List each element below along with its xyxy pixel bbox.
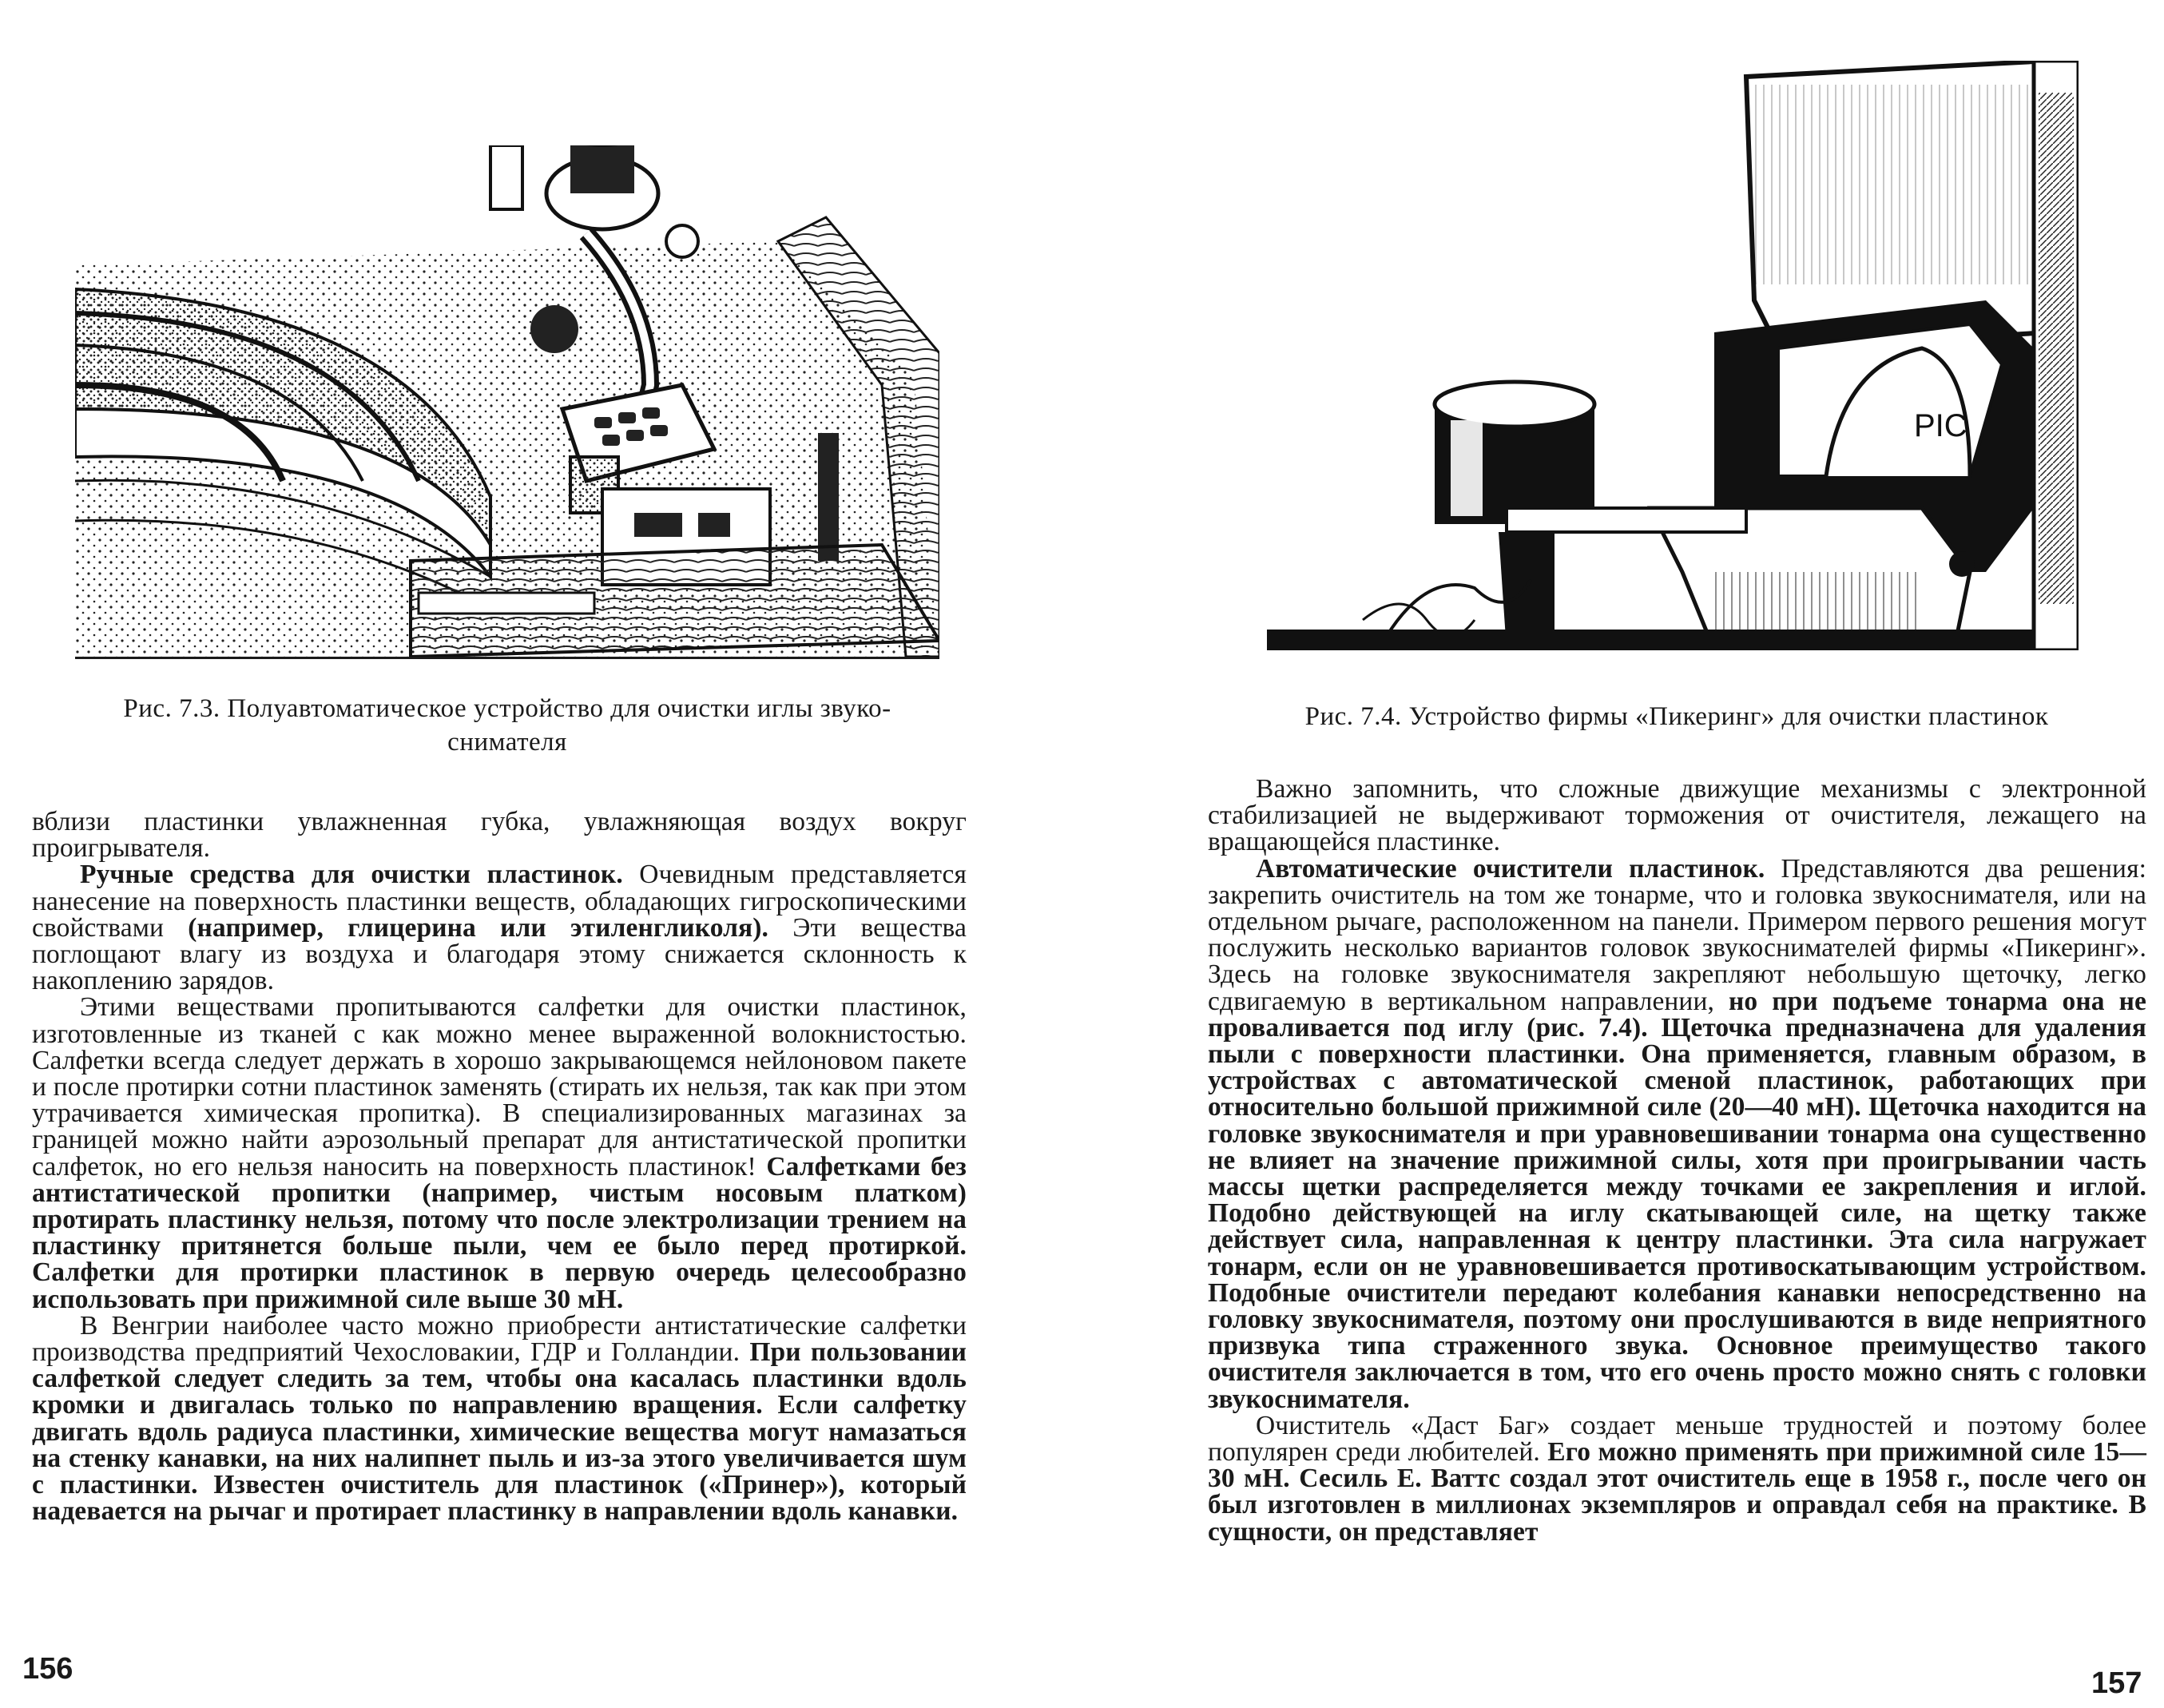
paragraph-text: Этими веществами пропитываются салфетки для очистки пластинок, изготовленные из тканей с как можно менее выраженной волокнистостью. Салфетки всегда следует держать в хорошо закрывающемся нейлоновом пакете и после протирки сотни пластинок заменять (стирать их нельзя, так как при этом утрачивается химическая пропитка). В специализированных магазинах за границей можно найти аэрозольный препарат для антистатической пропитки салфеток, но его нельзя наносить на поверхность пластинок!	[32, 992, 967, 1182]
pickering-cleaner-illustration	[1267, 61, 2079, 650]
paragraph-text-bold: При пользовании салфеткой следует следить за тем, чтобы она касалась пластинки вдоль кромки и двигалась только по направлению вращения. Если салфетку двигать вдоль радиуса пластинки, химические вещества могут намазаться на стенку канавки, на них налипнет пыль и из-за этого увеличивается шум с пластинки. Известен очиститель для пластинок («Принер»), который надевается на рычаг и протирает пластинку в направлении вдоль канавки.	[32, 1337, 967, 1527]
paragraph-text: Представляются два решения: закрепить очиститель на том же тонарме, что и головка звукоснимателя, или на отдельном рычаге, расположенном на панели. Примером первого решения могут послужить несколько вариантов головок звукоснимателей фирмы «Пикеринг». Здесь на головке звукоснимателя закрепляют небольшую щеточку, легко сдвигаемую в вертикальном направлении,	[1208, 853, 2146, 1016]
paragraph-text: Важно запомнить, что сложные движущие механизмы с электронной стабилизацией не выдерживают торможения от очистителя, лежащего на вращающейся пластинке.	[1208, 774, 2146, 857]
figure-7-4	[1267, 61, 2079, 650]
figure-caption-7-4: Рис. 7.4. Устройство фирмы «Пикеринг» для очистки пластинок	[1304, 702, 2049, 731]
page-number: 156	[22, 1652, 73, 1686]
paragraph-text: Очиститель «Даст Баг» создает меньше трудностей и поэтому более популярен среди любителей.	[1208, 1410, 2146, 1468]
caption-line: снимателя	[447, 728, 567, 757]
paragraph-text-bold: (например, глицерина или этиленгликоля).	[188, 912, 768, 943]
paragraph	[32, 1310, 967, 1527]
section-heading: Автоматические очистители пластинок.	[1256, 853, 1765, 884]
paragraph-text: вблизи пластинки увлажненная губка, увлажняющая воздух вокруг проигрывателя.	[32, 807, 967, 864]
caption-line: Рис. 7.3. Полуавтоматическое устройство для очистки иглы звуко-	[123, 694, 891, 723]
paragraph-text-bold: Салфетками без антистатической пропитки (например, чистым носовым платком) протирать пластинку нельзя, потому что после электролизации трением на пластинку притянется больше пыли, чем ее было перед протиркой. Салфетки для протирки пластинок в первую очередь целесообразно использовать при прижимной силе выше 30 мН.	[32, 1151, 967, 1314]
paragraph	[1208, 1412, 2146, 1545]
paragraph-text: Эти вещества поглощают влагу из воздуха и благодаря этому снижается склонность к накоплению зарядов.	[32, 912, 967, 996]
turntable-illustration	[75, 145, 939, 657]
paragraph-text-bold: но при подъеме тонарма она не проваливается под иглу (рис. 7.4). Щеточка предназначена для удаления пыли с поверхности пластинки. Она применяется, главным образом, в устройствах с автоматической сменой пластинок, работающих при относительно большой прижимной силе (20—40 мН). Щеточка находится на головке звукоснимателя и при уравновешивании тонарма она существенно не влияет на значение прижимной силы, хотя при проигрывании часть массы щетки распределяется между точками ее закрепления и иглой. Подобно действующей на иглу скатывающей силе, на щетку также действует сила, направленная к центру пластинки. Эта сила нагружает тонарм, если он не уравновешивается противоскатывающим устройством. Подобные очистители передают колебания канавки непосредственно на головку звукоснимателя, поэтому они прослушиваются в виде неприятного призвука типа страженного звука. Основное преимущество такого очистителя заключается в том, что его очень просто можно снять с головки звукоснимателя.	[1208, 986, 2146, 1414]
body-text-left	[32, 807, 967, 1527]
section-heading: Ручные средства для очистки пластинок.	[80, 860, 623, 890]
figure-7-3	[75, 145, 939, 659]
right-page	[1082, 0, 2164, 1708]
paragraph-text-bold: Его можно применять при прижимной силе 15—30 мН. Сесиль Е. Ваттс создал этот очиститель еще в 1958 г., после чего он был изготовлен в миллионах экземпляров и оправдал себя на практике. В сущности, он представляет	[1208, 1437, 2146, 1547]
paragraph	[32, 807, 967, 864]
paragraph	[1208, 853, 2146, 1414]
paragraph-text: В Венгрии наиболее часто можно приобрести антистатические салфетки производства предприятий Чехословакии, ГДР и Голландии.	[32, 1310, 967, 1368]
figure-caption-7-3	[32, 692, 983, 759]
body-text-right	[1208, 776, 2146, 1545]
paragraph	[1208, 776, 2146, 856]
paragraph	[32, 994, 967, 1312]
paragraph	[32, 861, 967, 994]
brand-mark: PIC	[1914, 408, 1967, 443]
page-number: 157	[2091, 1666, 2142, 1700]
paragraph-text: Очевидным представляется нанесение на поверхность пластинки веществ, обладающих гигроскопическими свойствами	[32, 860, 967, 943]
